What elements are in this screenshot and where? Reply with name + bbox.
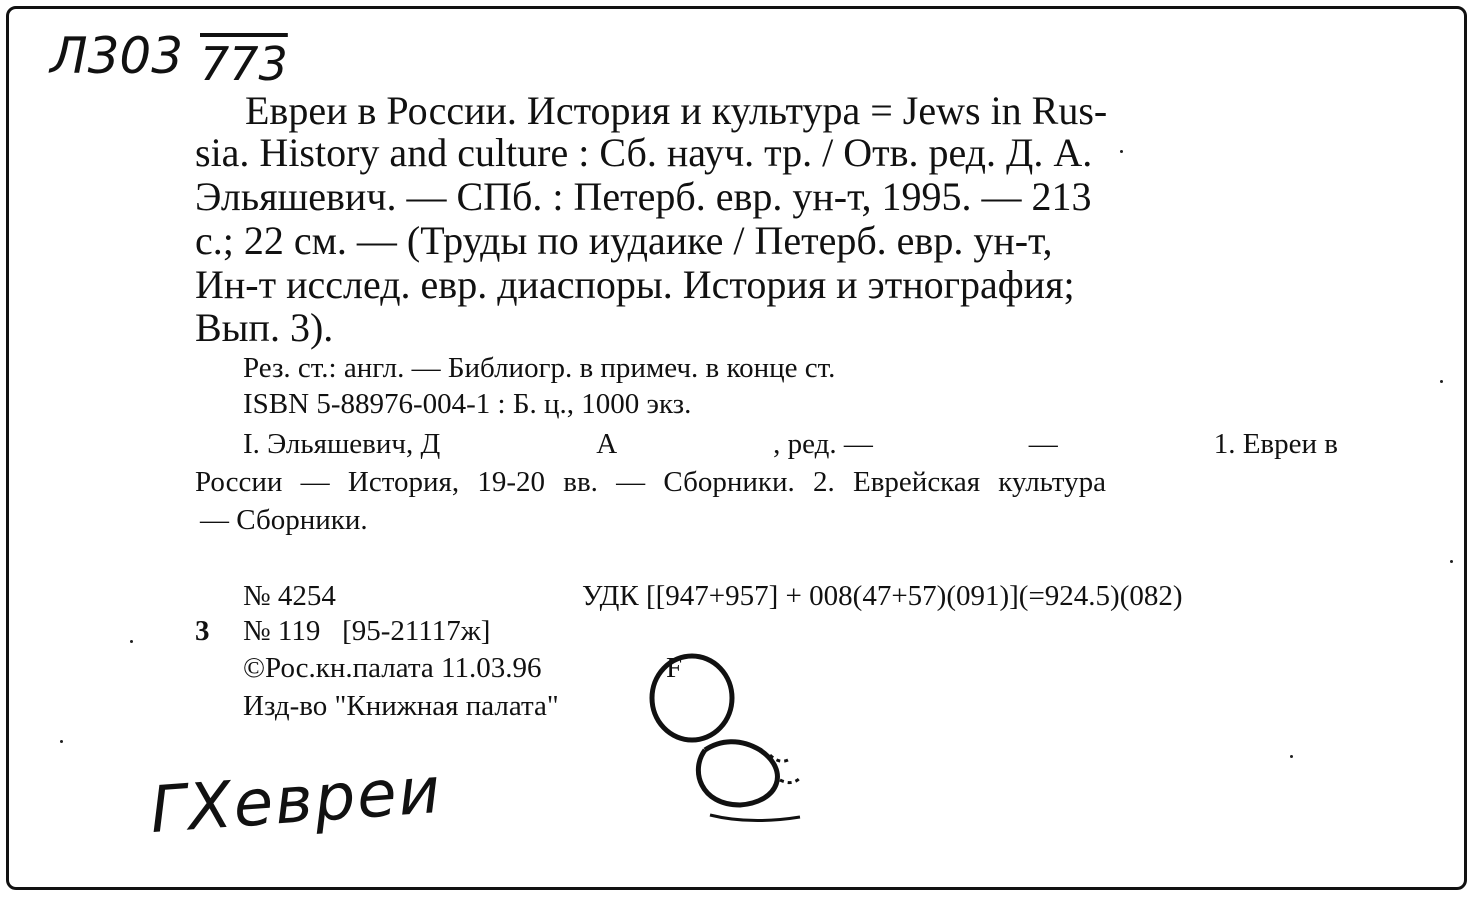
middle-initial: А (596, 428, 618, 460)
copyright-tail: F (666, 652, 683, 684)
handwritten-stamp-mark (630, 640, 830, 840)
publisher-line: Изд-во "Книжная палата" (243, 690, 559, 722)
isbn-line: ISBN 5-88976-004-1 : Б. ц., 1000 экз. (243, 388, 692, 420)
title-line-3: Эльяшевич. — СПб. : Петерб. евр. ун-т, 1995. — 213 (195, 174, 1092, 219)
footer-prefix: 3 (195, 615, 210, 647)
handwritten-annotation: ГХевреи (147, 753, 445, 849)
subjects-line-1 (243, 426, 1338, 462)
subject-dash: — (1028, 428, 1058, 460)
footer-line: № 119 [95-21117ж] (243, 615, 491, 647)
notes-line: Рез. ст.: англ. — Библиогр. в примеч. в конце ст. (243, 352, 836, 384)
handwritten-shelfmark-extra: 773 (200, 37, 288, 91)
title-line-4: с.; 22 см. — (Труды по иудаике / Петерб. евр. ун-т, (195, 218, 1053, 263)
editor-role: , ред. — (773, 428, 873, 460)
udc-classification: УДК [[947+957] + 008(47+57)(091)](=924.5)(082) (582, 580, 1183, 612)
title-line-2: sia. History and culture : Сб. науч. тр. / Отв. ред. Д. А. (195, 130, 1093, 175)
subjects-line-2: России — История, 19-20 вв. — Сборники. 2. Еврейская культура (195, 466, 1106, 498)
copyright-line: ©Рос.кн.палата 11.03.96 (243, 652, 542, 684)
subjects-line-3: — Сборники. (200, 504, 368, 536)
title-line-6: Вып. 3). (195, 305, 334, 350)
editor-initial: I. Эльяшевич, Д (243, 428, 441, 460)
speck (1450, 560, 1453, 563)
subject-1: 1. Евреи в (1213, 428, 1338, 460)
record-number: № 4254 (243, 580, 336, 612)
title-line-1: Евреи в России. История и культура = Jews in Rus- (245, 88, 1108, 133)
speck (1290, 755, 1293, 758)
handwritten-shelfmark: Л303 (50, 27, 184, 85)
title-line-5: Ин-т исслед. евр. диаспоры. История и этнография; (195, 262, 1075, 307)
speck (1120, 150, 1123, 153)
speck (60, 740, 63, 743)
speck (130, 640, 133, 643)
speck (1440, 380, 1443, 383)
